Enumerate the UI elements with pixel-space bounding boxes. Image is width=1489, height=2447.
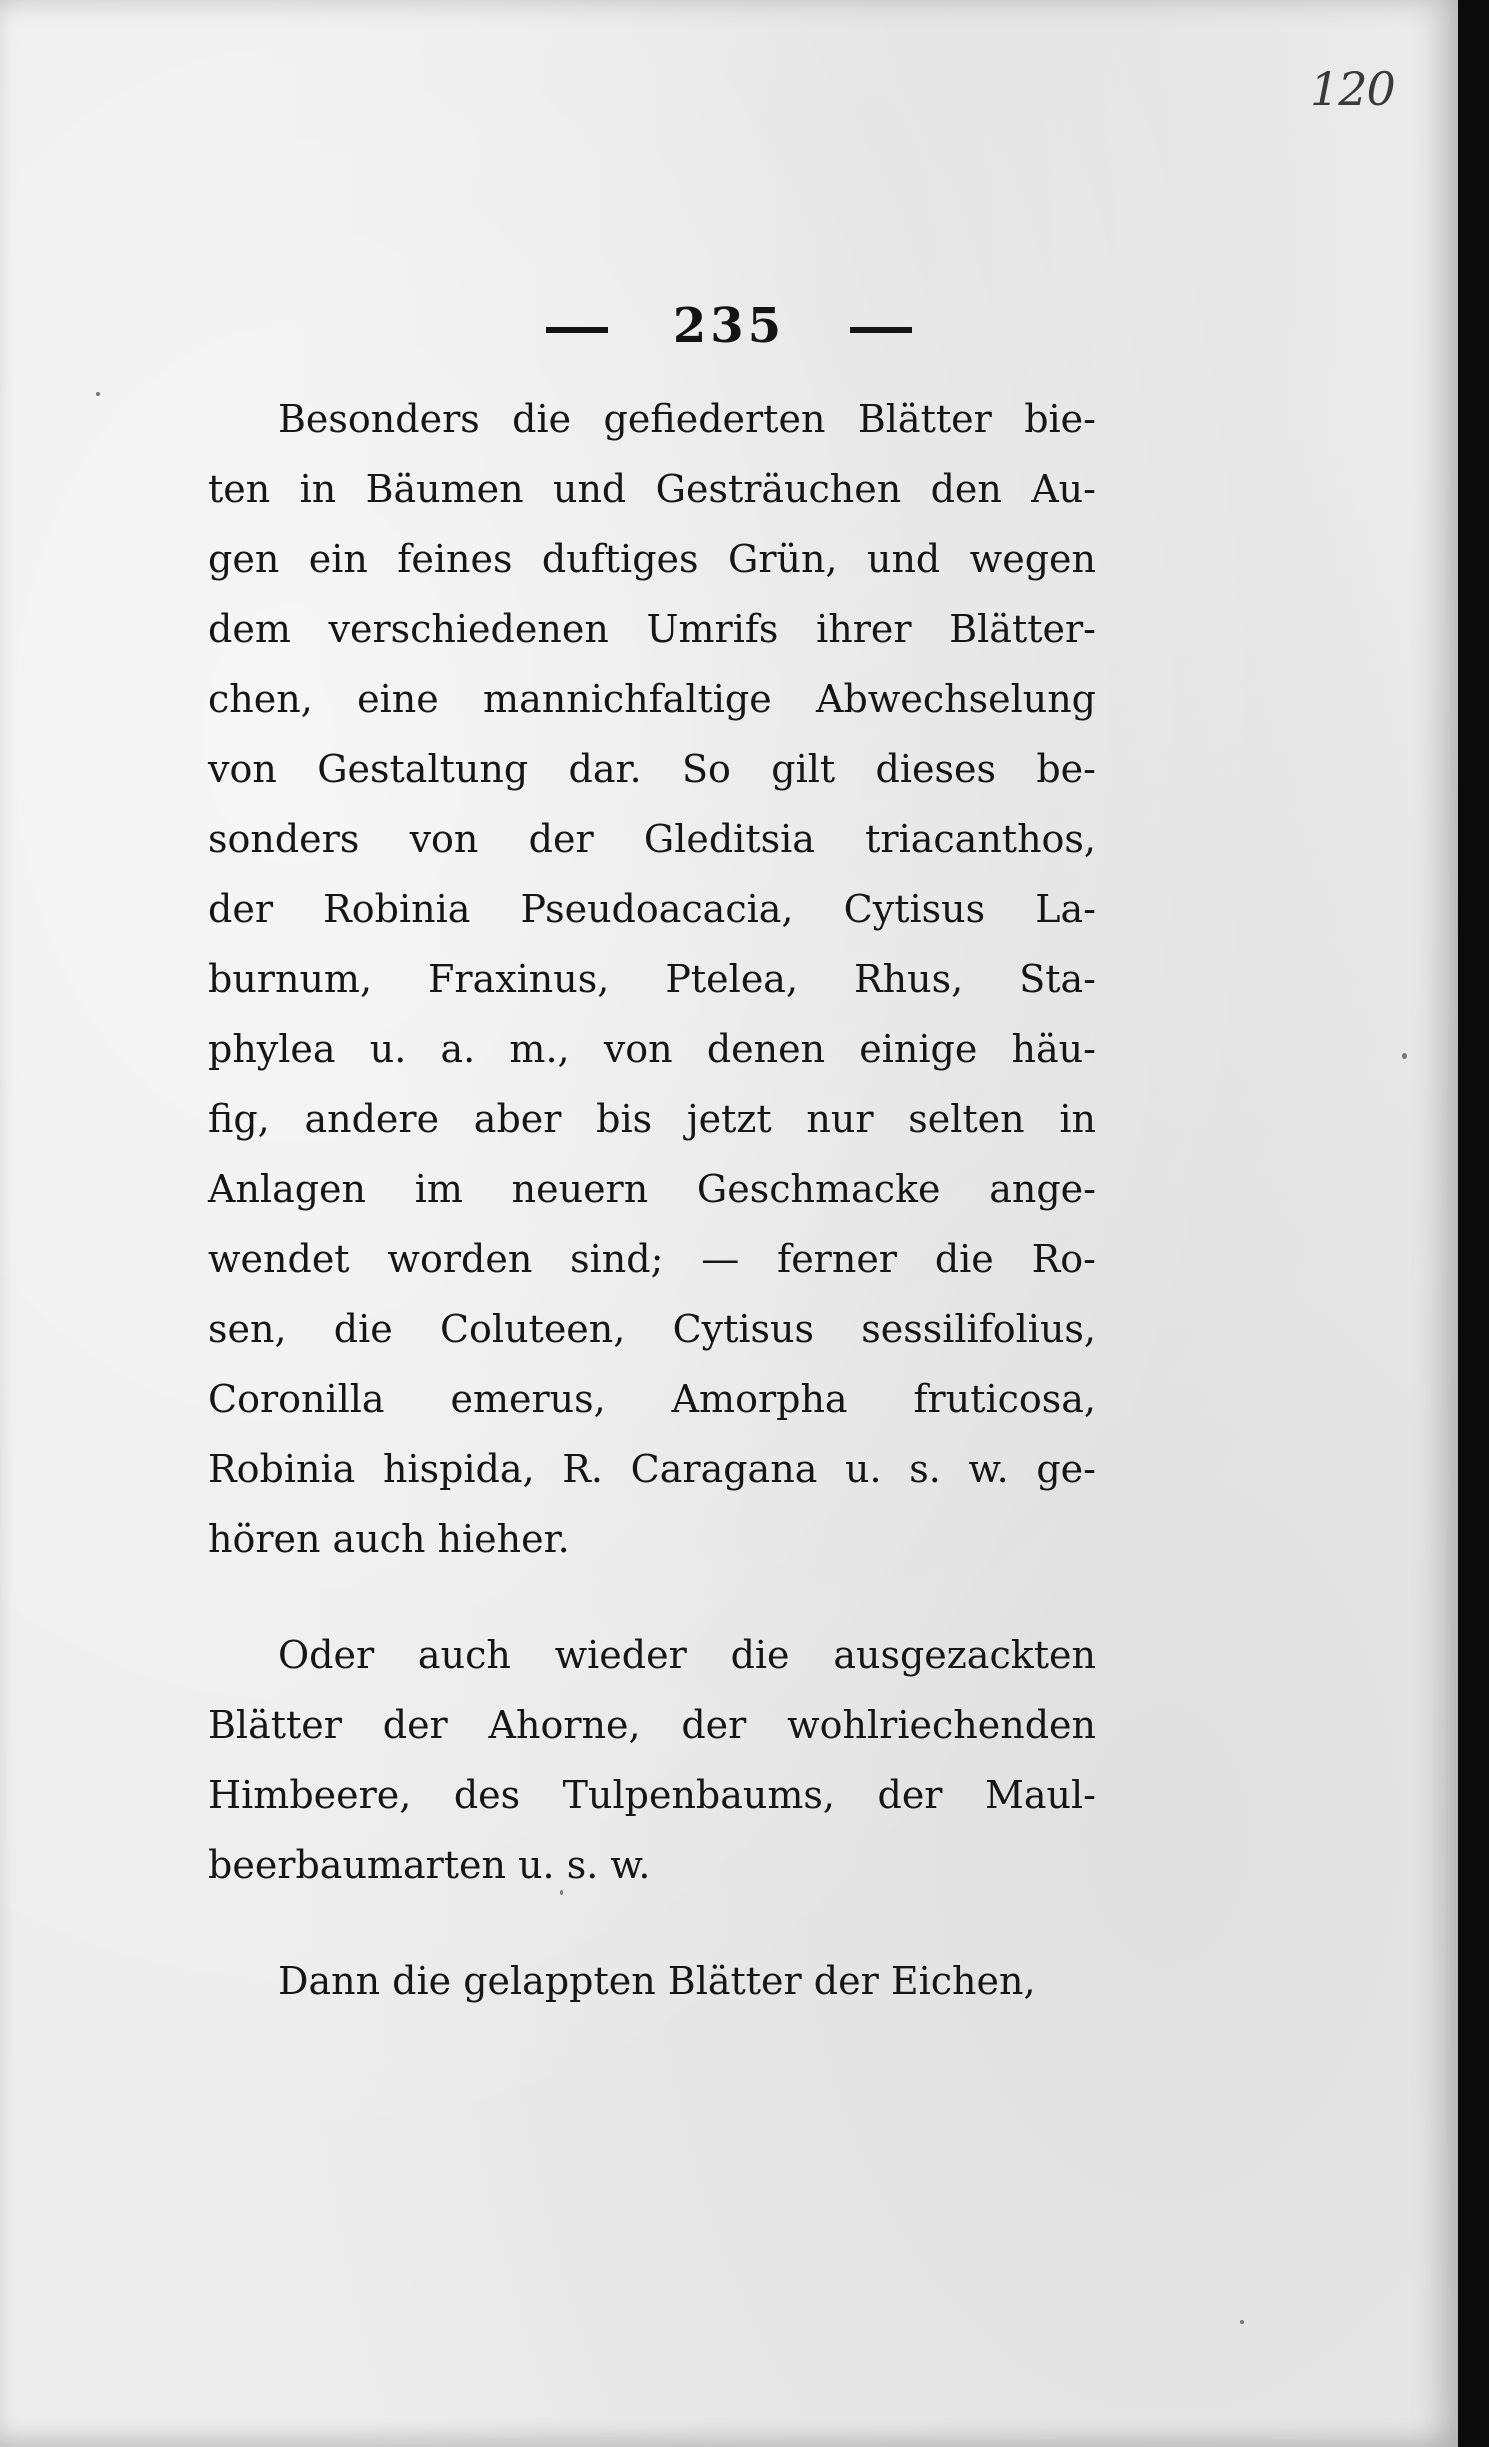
text-line: Anlagen im neuern Geschmacke ange- <box>208 1167 1096 1211</box>
text-line: phylea u. a. m., von denen einige häu- <box>208 1027 1096 1071</box>
body-text <box>208 384 1096 2016</box>
text-line: fig, andere aber bis jetzt nur selten in <box>208 1097 1096 1141</box>
text-line: hören auch hieher. <box>208 1517 570 1561</box>
paragraph-3 <box>208 1946 1096 2016</box>
paper-speck <box>560 1890 563 1895</box>
paper-speck <box>1240 2320 1244 2324</box>
paragraph-1 <box>208 384 1096 1574</box>
text-line: gen ein feines duftiges Grün, und wegen <box>208 537 1096 581</box>
text-line: Robinia hispida, R. Caragana u. s. w. ge- <box>208 1447 1096 1491</box>
header-dash-right <box>850 327 912 333</box>
text-line: burnum, Fraxinus, Ptelea, Rhus, Sta- <box>208 957 1096 1001</box>
text-line: chen, eine mannichfaltige Abwechselung <box>208 677 1096 721</box>
scan-edge <box>1458 0 1489 2447</box>
text-line: Blätter der Ahorne, der wohlriechenden <box>208 1703 1096 1747</box>
text-line: der Robinia Pseudoacacia, Cytisus La- <box>208 887 1096 931</box>
page-number: 235 <box>672 298 786 354</box>
folio-number: 120 <box>1310 62 1395 116</box>
text-line: ten in Bäumen und Gesträuchen den Au- <box>208 467 1096 511</box>
text-line: von Gestaltung dar. So gilt dieses be- <box>208 747 1096 791</box>
text-line: wendet worden sind; — ferner die Ro- <box>208 1237 1096 1281</box>
text-line: Besonders die gefiederten Blätter bie- <box>278 397 1096 441</box>
text-line: sonders von der Gleditsia triacanthos, <box>208 817 1096 861</box>
text-line: beerbaumarten u. s. w. <box>208 1843 651 1887</box>
header-dash-left <box>546 327 608 333</box>
page-header <box>0 298 1458 354</box>
paper-speck <box>1402 1053 1407 1059</box>
text-line: dem verschiedenen Umrifs ihrer Blätter- <box>208 607 1096 651</box>
text-line: Oder auch wieder die ausgezackten <box>278 1633 1096 1677</box>
paper-speck <box>96 392 100 396</box>
paragraph-2 <box>208 1620 1096 1900</box>
text-line: Dann die gelappten Blätter der Eichen, <box>278 1959 1036 2003</box>
text-line: sen, die Coluteen, Cytisus sessilifolius, <box>208 1307 1096 1351</box>
text-line: Himbeere, des Tulpenbaums, der Maul- <box>208 1773 1096 1817</box>
text-line: Coronilla emerus, Amorpha fruticosa, <box>208 1377 1096 1421</box>
